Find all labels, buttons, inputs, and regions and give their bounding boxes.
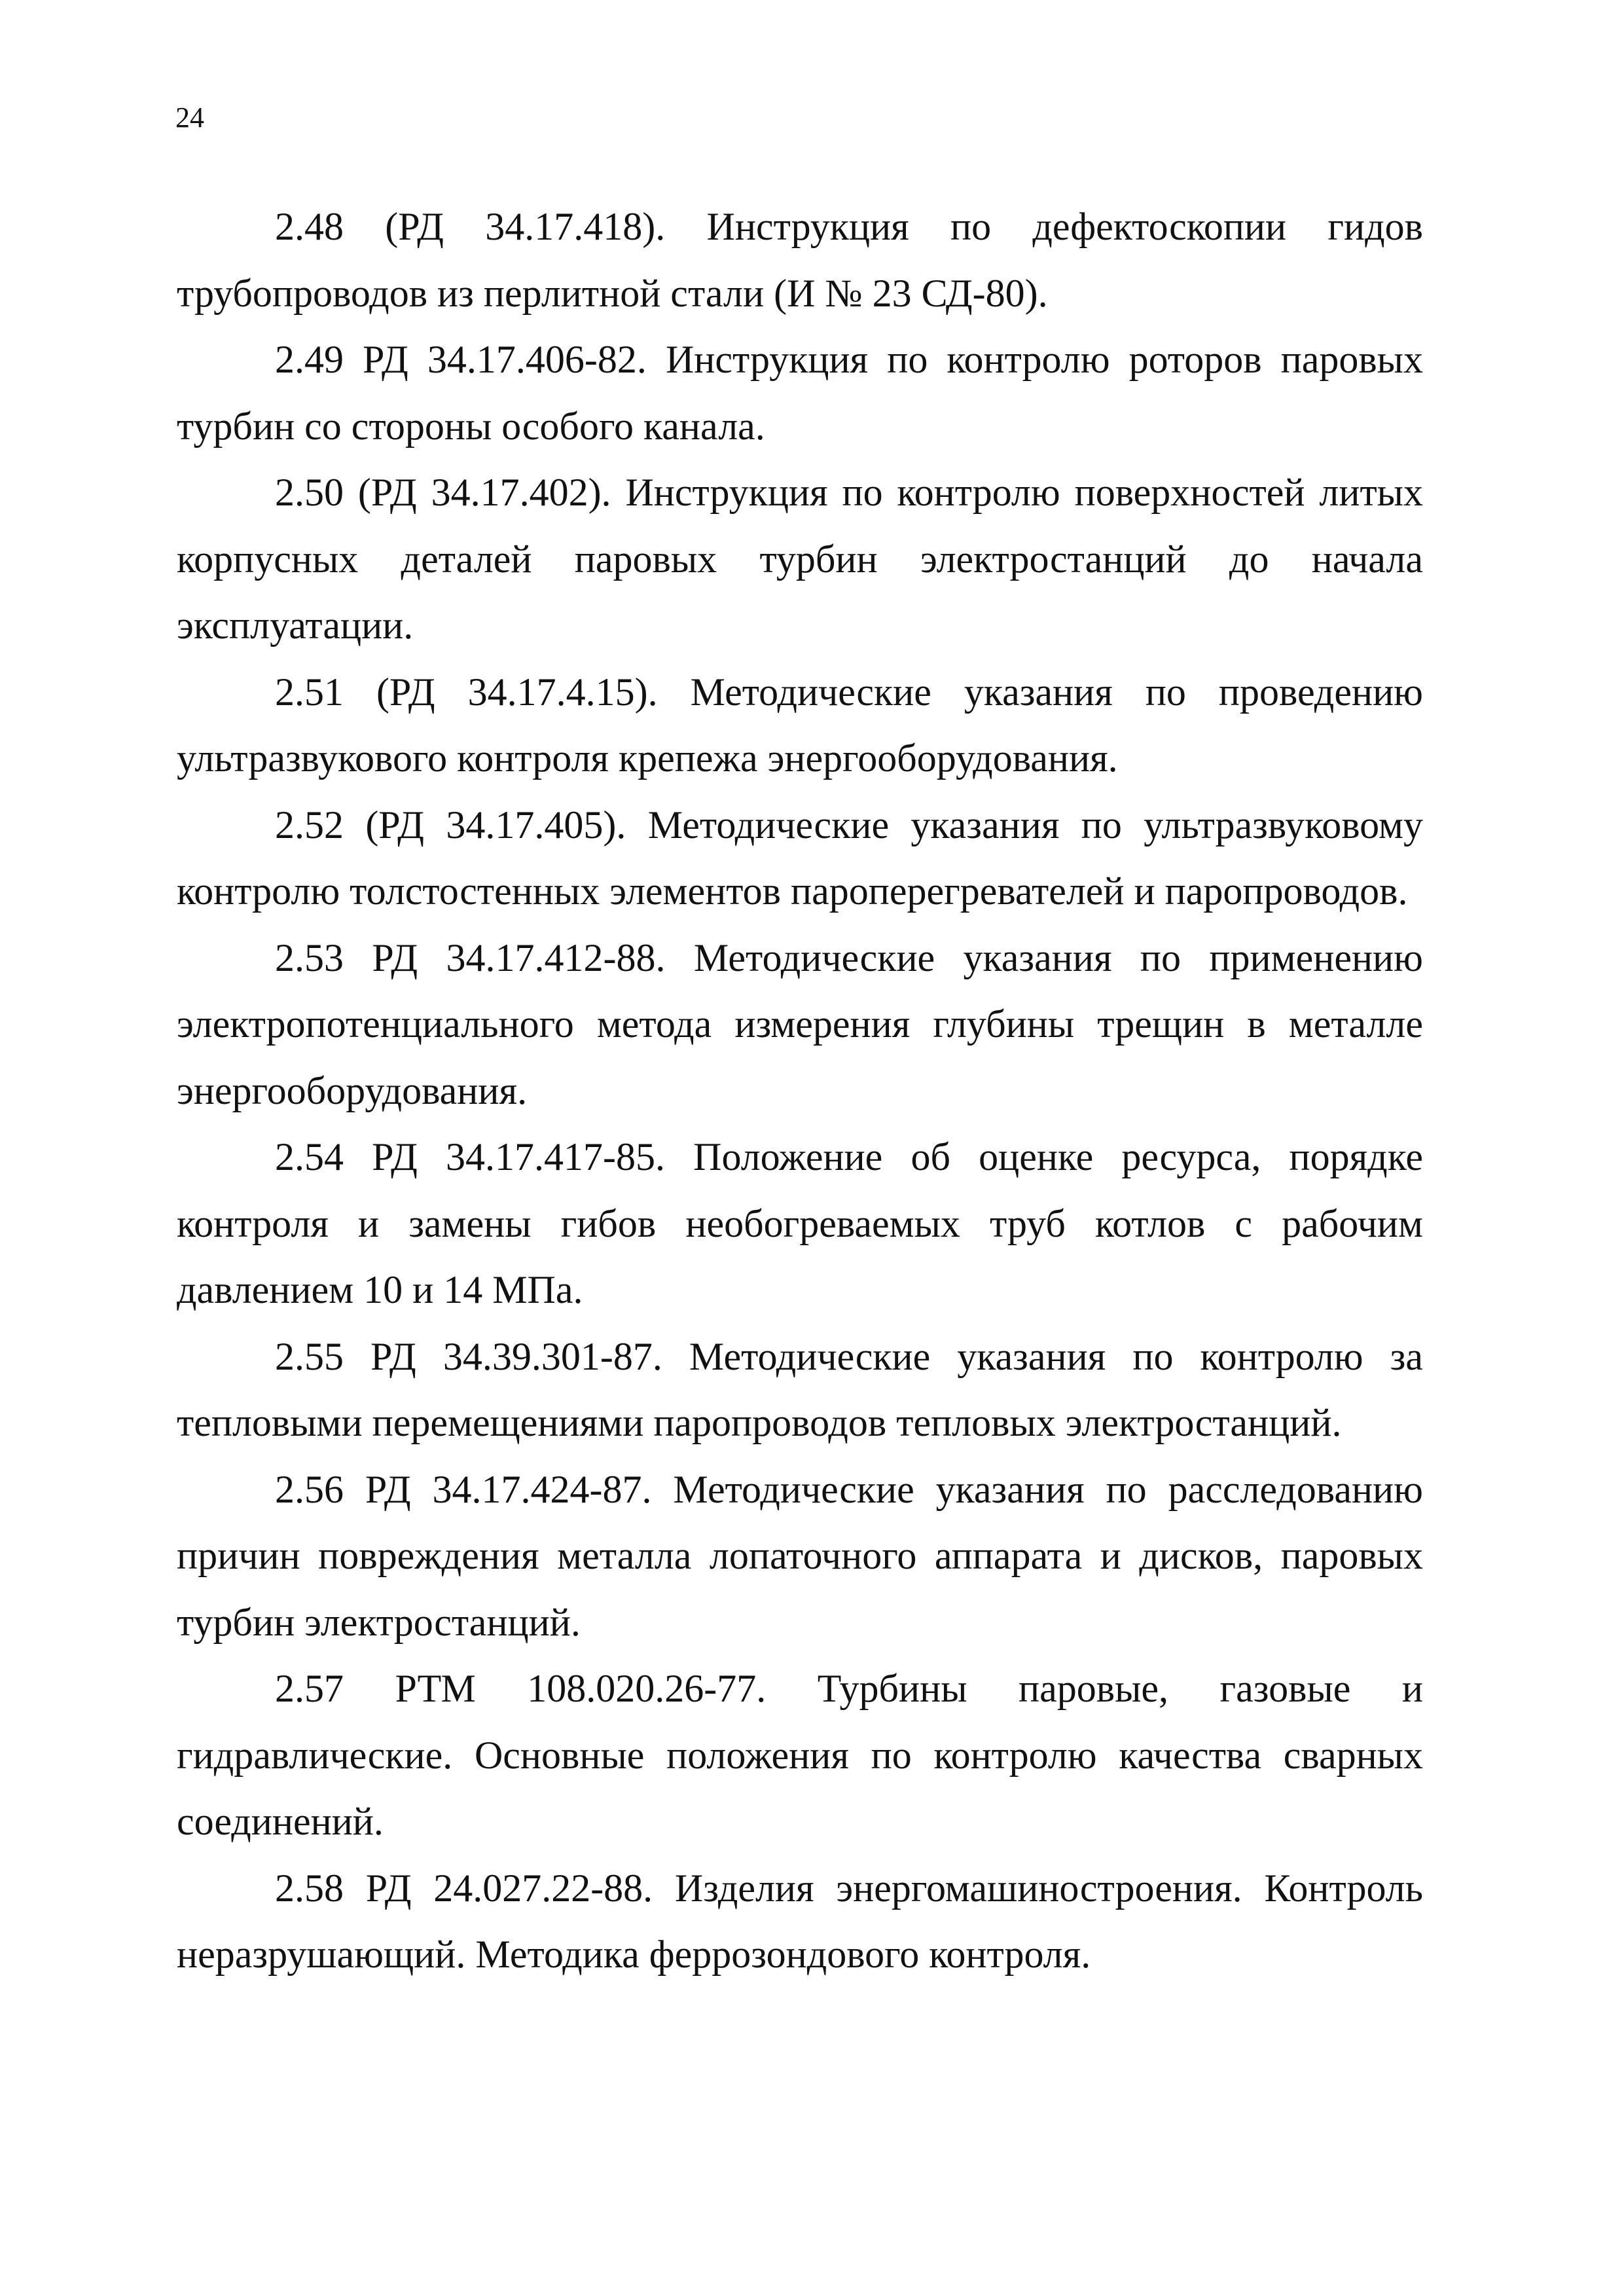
list-item: 2.51 (РД 34.17.4.15). Методические указания по проведению ультразвукового контроля крепежа энергооборудования. (177, 670, 1423, 780)
list-item: 2.53 РД 34.17.412-88. Методические указания по применению электропотенциального метода измерения глубины трещин в металле энергооборудования. (177, 936, 1423, 1112)
list-item: 2.57 РТМ 108.020.26-77. Турбины паровые, газовые и гидравлические. Основные положения по контролю качества сварных соединений. (177, 1667, 1423, 1843)
list-item: 2.56 РД 34.17.424-87. Методические указания по расследованию причин повреждения металла лопаточного аппарата и дисков, паровых турбин электростанций. (177, 1467, 1423, 1644)
list-item: 2.48 (РД 34.17.418). Инструкция по дефектоскопии гидов трубопроводов из перлитной стали (И № 23 СД-80). (177, 205, 1423, 315)
list-item: 2.58 РД 24.027.22-88. Изделия энергомашиностроения. Контроль неразрушающий. Методика феррозондового контроля. (177, 1866, 1423, 1976)
list-item: 2.54 РД 34.17.417-85. Положение об оценке ресурса, порядке контроля и замены гибов необогреваемых труб котлов с рабочим давлением 10 и 14 МПа. (177, 1135, 1423, 1311)
list-item: 2.52 (РД 34.17.405). Методические указания по ультразвуковому контролю толстостенных элементов пароперегревателей и паропроводов. (177, 803, 1423, 913)
list-item: 2.49 РД 34.17.406-82. Инструкция по контролю роторов паровых турбин со стороны особого канала. (177, 338, 1423, 448)
list-item: 2.50 (РД 34.17.402). Инструкция по контролю поверхностей литых корпусных деталей паровых турбин электростанций до начала эксплуатации. (177, 471, 1423, 647)
list-item: 2.55 РД 34.39.301-87. Методические указания по контролю за тепловыми перемещениями паропроводов тепловых электростанций. (177, 1334, 1423, 1444)
reference-list (177, 194, 1423, 1988)
page-number: 24 (175, 101, 204, 134)
